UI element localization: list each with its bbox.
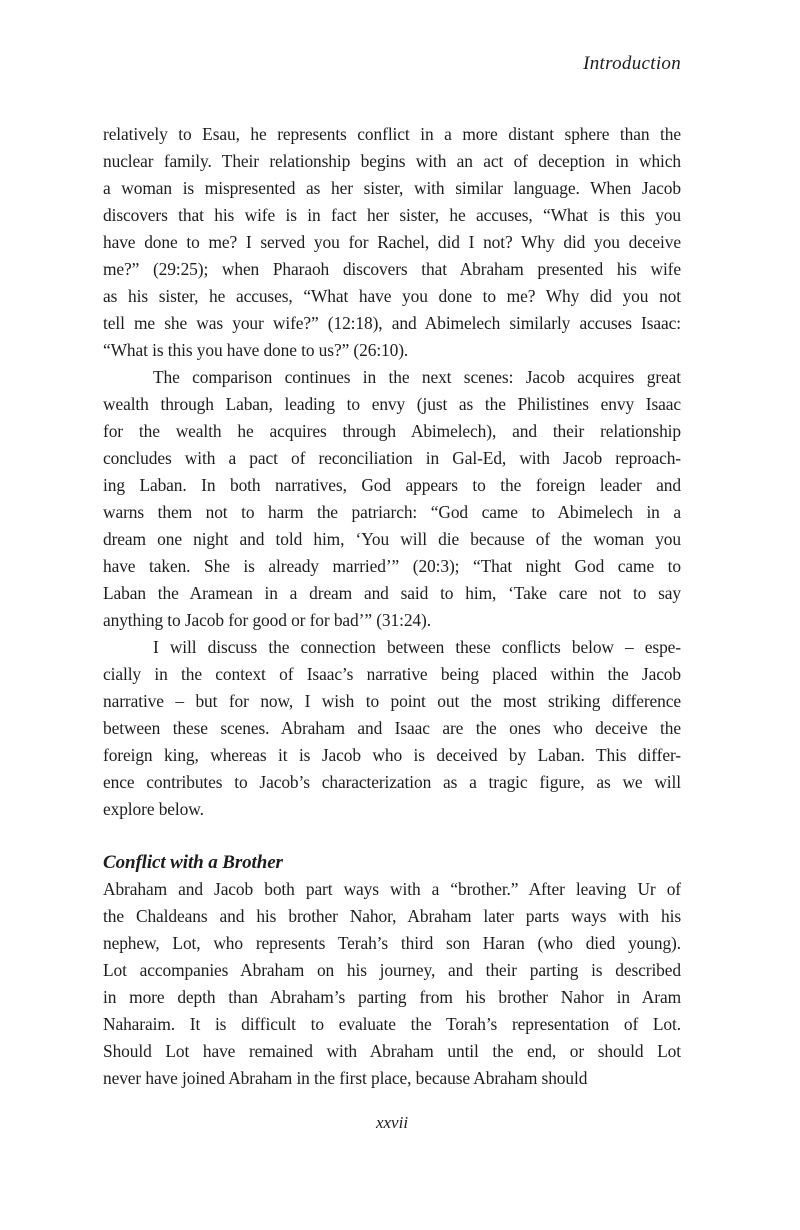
text-line: nuclear family. Their relationship begins with an act of deception in which [103, 151, 681, 171]
text-line: Naharaim. It is difficult to evaluate the Torah’s representation of Lot. [103, 1014, 681, 1034]
section-heading: Conflict with a Brother [103, 852, 283, 873]
text-line: have taken. She is already married’” (20:3); “That night God came to [103, 556, 681, 576]
text-line: relatively to Esau, he represents conflict in a more distant sphere than the [103, 124, 681, 144]
paragraph [103, 876, 681, 1092]
text-line: me?” (29:25); when Pharaoh discovers that Abraham presented his wife [103, 259, 681, 279]
text-line: Laban the Aramean in a dream and said to him, ‘Take care not to say [103, 583, 681, 603]
text-line: Abraham and Jacob both part ways with a “brother.” After leaving Ur of [103, 879, 681, 899]
text-line: in more depth than Abraham’s parting from his brother Nahor in Aram [103, 987, 681, 1007]
paragraph [103, 364, 681, 634]
text-line: narrative – but for now, I wish to point out the most striking difference [103, 691, 681, 711]
text-line: between these scenes. Abraham and Isaac are the ones who deceive the [103, 718, 681, 738]
running-header: Introduction [583, 53, 681, 74]
text-line: “What is this you have done to us?” (26:10). [103, 340, 409, 360]
text-line: anything to Jacob for good or for bad’” (31:24). [103, 610, 431, 630]
text-line: I will discuss the connection between these conflicts below – espe- [153, 637, 681, 657]
text-line: wealth through Laban, leading to envy (just as the Philistines envy Isaac [103, 394, 681, 414]
text-line: dream one night and told him, ‘You will die because of the woman you [103, 529, 681, 549]
text-line: cially in the context of Isaac’s narrative being placed within the Jacob [103, 664, 681, 684]
text-line: discovers that his wife is in fact her sister, he accuses, “What is this you [103, 205, 681, 225]
page-number: xxvii [375, 1113, 409, 1132]
text-line: foreign king, whereas it is Jacob who is deceived by Laban. This differ- [103, 745, 681, 765]
text-line: Lot accompanies Abraham on his journey, and their parting is described [103, 960, 681, 980]
text-line: the Chaldeans and his brother Nahor, Abraham later parts ways with his [103, 906, 681, 926]
paragraph [103, 634, 681, 823]
text-line: Should Lot have remained with Abraham until the end, or should Lot [103, 1041, 681, 1061]
paragraph [103, 121, 681, 364]
text-line: tell me she was your wife?” (12:18), and Abimelech similarly accuses Isaac: [103, 313, 681, 333]
text-line: have done to me? I served you for Rachel, did I not? Why did you deceive [103, 232, 681, 252]
text-line: a woman is mispresented as her sister, with similar language. When Jacob [103, 178, 681, 198]
body-text [103, 121, 681, 1092]
text-line: warns them not to harm the patriarch: “God came to Abimelech in a [103, 502, 681, 522]
text-line: for the wealth he acquires through Abimelech), and their relationship [103, 421, 681, 441]
text-line: concludes with a pact of reconciliation in Gal-Ed, with Jacob reproach- [103, 448, 681, 468]
text-line: ence contributes to Jacob’s characterization as a tragic figure, as we will [103, 772, 681, 792]
text-line: never have joined Abraham in the first place, because Abraham should [103, 1068, 588, 1088]
text-line: ing Laban. In both narratives, God appears to the foreign leader and [103, 475, 681, 495]
text-line: nephew, Lot, who represents Terah’s third son Haran (who died young). [103, 933, 681, 953]
text-line: as his sister, he accuses, “What have you done to me? Why did you not [103, 286, 681, 306]
text-line: The comparison continues in the next scenes: Jacob acquires great [153, 367, 681, 387]
text-line: explore below. [103, 799, 204, 819]
